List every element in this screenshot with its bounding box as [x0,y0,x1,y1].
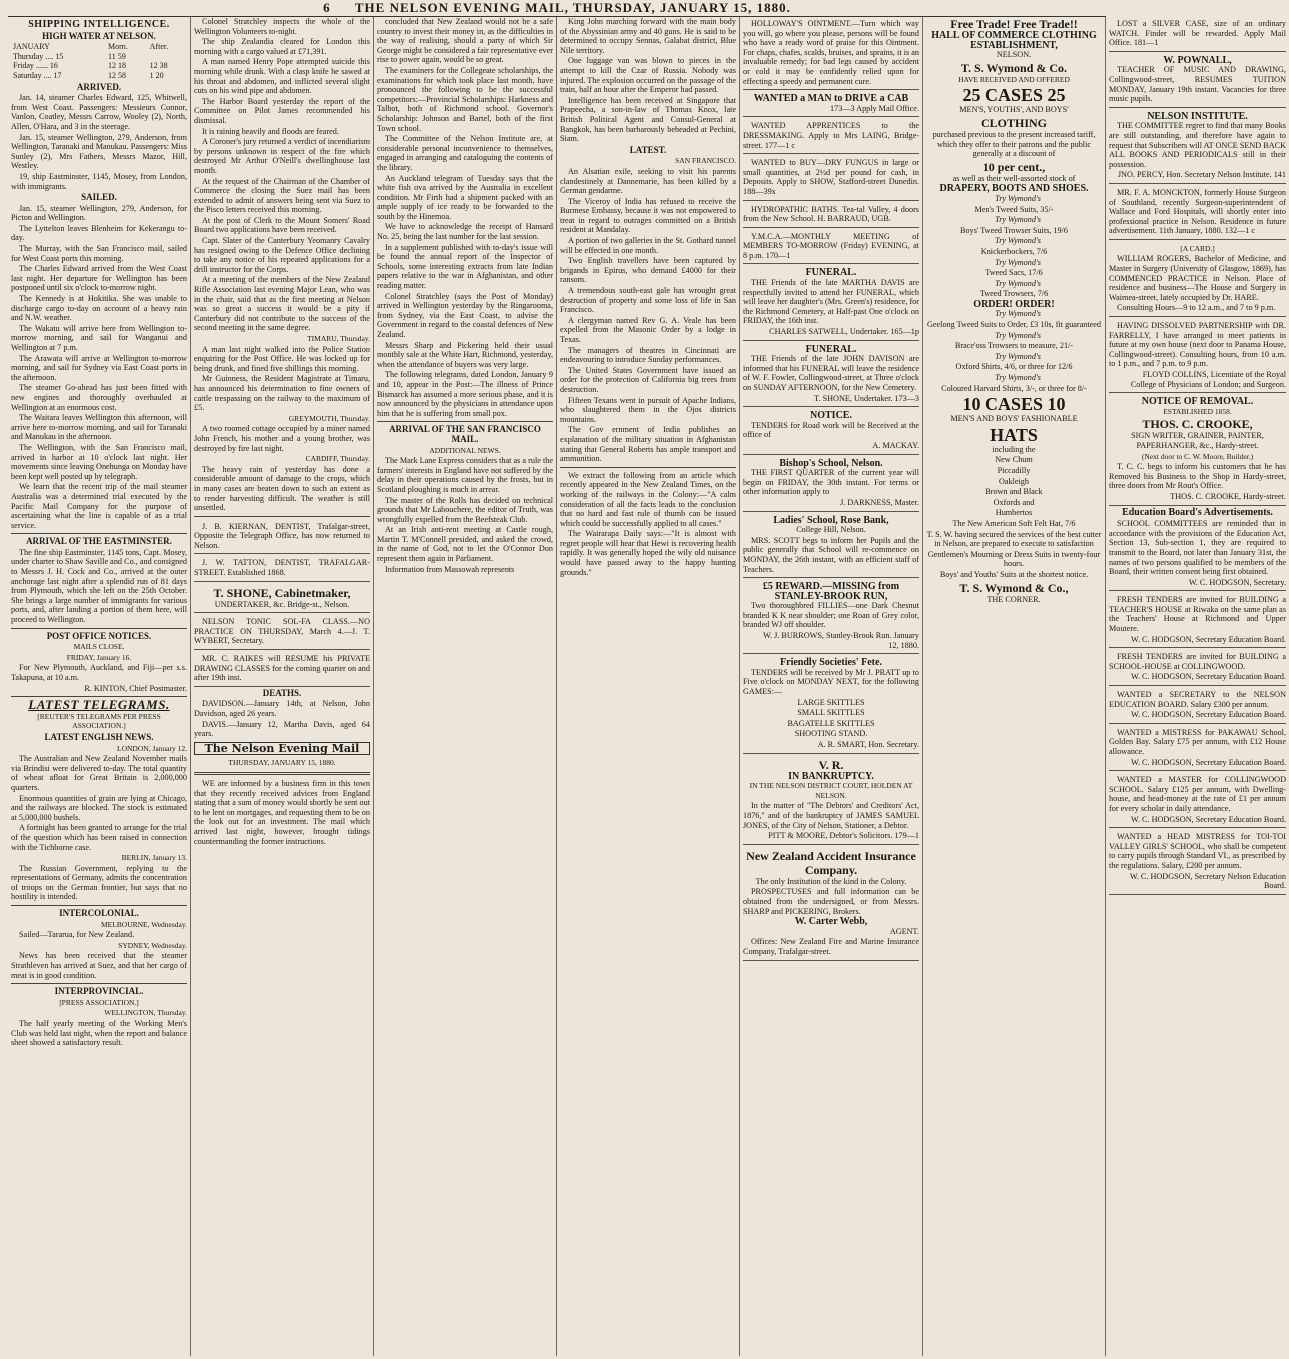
article-paragraph: The fine ship Eastminster, 1145 tons, Capt. Mosey, under charter to Shaw Saville and Co., and consigned to Messrs J. H. Cock and Co., arrived at the outer anchorage last night after a splendid run of 81 days from Plymouth, which she left on the 25th October. She brings a large number of immigrants for various ports, and, after landing a portion of them here, will proceed to Wellington. [11,547,187,625]
table-row: Saturday .... 17 12 58 1 20 [13,70,164,80]
article-paragraph: The Murray, with the San Francisco mail, sailed for West Coast ports this morning. [11,244,187,263]
divider [11,628,187,629]
article-paragraph: The Kennedy is at Hokitika. She was unable to discharge cargo to-day on account of a heavy rain and N.W. weather. [11,294,187,323]
holloway-ad: HOLLOWAY'S OINTMENT.—Turn which way you will, go where you please, persons will be found who have a ready word of praise for this Ointment. For chaps, chafes, scalds, bruises, and sprains, it is an invaluable remedy; for bad legs caused by accident or cold it may be confidently relied upon for effecting a speedy and permanent cure. [743,17,919,90]
arrival-heading: ARRIVAL OF THE EASTMINSTER. [26,536,172,547]
article-paragraph: In a supplement published with to-day's issue will be found the annual report of the Inspector of Schools, some interesting extracts from late Indian papers relative to the war in Afghanistan, and other reading matter. [377,242,553,291]
funeral-notice: FUNERAL. THE Friends of the late MARTHA DAVIS are respectfully invited to attend her FUNERAL, which will leave her daughter's (Mrs. Green's) residence, for the Richmond Cemetery, at Half-past One o'clock on FRIDAY, the 16th inst. CHARLES SATWELL, Undertaker. 165—1p [743,266,919,340]
surgeon-ad: MR. F. A. MONCKTON, formerly House Surgeon of Southland, recently Surgeon-superintendent of Wallace and Ford Hospitals, will shortly enter into professional practice in Nelson. Residence in future advertisement. 11th January, 1880. 132—1 c [1109,186,1286,240]
article-paragraph: The Lyttelton leaves Blenheim for Kekerangu to-day. [11,223,187,243]
shipping-heading: SHIPPING INTELLIGENCE. [28,19,170,30]
column-6: Free Trade! Free Trade!! HALL OF COMMERCE CLOTHING ESTABLISHMENT, NELSON. T. S. Wymond & Co. HAVE RECEIVED AND OFFERED 25 CASES 25 MEN'S, YOUTHS', AND BOYS' CLOTHING purchased previous to the present increased tariff, which they offer to their patrons and the public generally at a discount of 10 per cent., as well as their well-assorted stock of DRAPERY, BOOTS AND SHOES. Try Wymond's Men's Tweed Suits, 35/- Try Wymond's Boys' Tweed Trowser Suits, 19/6 Try Wymond's Knickerbockers, 7/6 Try Wymond's Tweed Sacs, 17/6 Try Wymond's Tweed Trowsers, 7/6 ORDER! ORDER! Try Wymond's Geelong Tweed Suits to Order, £3 10s, fit guaranteed Try Wymond's Brace'oss Trowsers to measure, 21/- Try Wymond's Oxford Shirts, 4/6, or three for 12/6 Try Wymond's Coloured Harvard Shirts, 3/-, or three for 8/- 10 CASES 10 MEN'S AND BOYS' FASHIONABLE HATS including the New Chum Piccadilly Oakleigh Brown and Black Oxfords and Humbertos The New American Soft Felt Hat, 7/6 T. S. W. having secured the services of the best cutter in Nelson, are prepared to execute to satisfaction Gentlemen's Mourning or Dress Suits in twenty-four hours. Boys' and Youths' Suits at the shortest notice. T. S. Wymond & Co., THE CORNER. [923,17,1106,1356]
article-paragraph: A man last night walked into the Police Station enquiring for the Post Office. He was locked up for being drunk, and fined five shillings this morning. [194,344,370,373]
article-paragraph: Enormous quantities of grain are lying at Chicago, and the railways are blocked. The stock is estimated at 5,000,000 bushels. [11,793,187,822]
article-paragraph: It is raining heavily and floods are feared. [202,126,339,136]
editorial-paragraph: WE are informed by a business firm in this town that they recently received advices from England stating that a sum of money would shortly be sent out to be lent on mortgages, and requesting them to be on the look out for an investment. The mail which arrived last night, however, brought tidings countermanding the former instructions. [194,778,370,846]
article-paragraph: King John marching forward with the main body of the Abyssinian army and 40 guns. He is said to be determined to occupy Sennas, Galabat district, Blue Nile territory. [560,17,736,55]
post-office-heading: POST OFFICE NOTICES. [46,630,152,641]
education-notice: WANTED a MASTER for COLLINGWOOD SCHOOL. Salary £125 per annum, with Dwelling-house, and head-money at the rate of £1 per annum for every scholar in daily attendance. W. C. HODGSON, Secretary Education Board. [1109,773,1286,828]
bankruptcy-notice: V. R. IN BANKRUPTCY. IN THE NELSON DISTRICT COURT, HOLDEN AT NELSON. In the matter of "The Debtors' and Creditors' Act, 1876," and of the bankruptcy of JAMES SAMUEL JONES, of the City of Nelson, Stationer, a Debtor. PITT & MOORE, Debtor's Solicitors. 179—1 [743,756,919,845]
education-notice: WANTED a HEAD MISTRESS for TOI-TOI VALLEY GIRLS' SCHOOL, who shall be competent to carry pupils through Standard VI., as prescribed by the regulations. Salary, £200 per annum. W. C. HODGSON, Secretary Nelson Education Board. [1109,830,1286,895]
column-5 [740,17,923,1356]
article-paragraph: A two roomed cottage occupied by a miner named John French, his mother and a young brother, was destroyed by fire last night. [194,424,370,453]
education-notice: WANTED a MISTRESS for PAKAWAU School, Golden Bay. Salary £75 per annum, with £12 House allowance. W. C. HODGSON, Secretary Education Board. [1109,726,1286,771]
article-paragraph: An Auckland telegram of Tuesday says that the white fish ova arrived by the Australia in excellent condition. Mr Firth had a shipment packed with an ample supply of ice ready to be forwarded to the south by the Hinemoa. [377,173,553,221]
tender-notice: NOTICE. TENDERS for Road work will be Received at the office of A. MACKAY. [743,409,919,454]
dentist-ad: J. W. TATTON, DENTIST, TRAFALGAR-STREET. Established 1868. [194,556,370,581]
death-notice: DAVIDSON.—January 14th, at Nelson, John Davidson, aged 26 years. [194,699,370,718]
masthead [8,0,1106,17]
dentist-ad: J. B. KIERNAN, DENTIST, Trafalgar-street, Opposite the Telegraph Office, has now returned to Nelson. [194,520,370,555]
article-paragraph: Colonel Stratchley (says the Post of Monday) arrived in Wellington yesterday by the Ringarooma, from Sydney, via the East Coast, to advise the Government in regard to the coastal defences of New Zealand. [377,291,553,339]
drawing-class-ad: MR. C. RAIKES will RESUME his PRIVATE DRAWING CLASSES for the coming quarter on and after 19th inst. [194,652,370,687]
doctor-card-ad: [A CARD.] WILLIAM ROGERS, Bachelor of Medicine, and Master in Surgery (University of Glasgow, 1869), has COMMENCED PRACTICE in Nelson. Place of residence and business—The House and Surgery in Waimea-street, lately occupied by Dr. HARE. Consulting Hours—9 to 12 a.m., and 7 to 9 p.m. [1109,242,1286,317]
article-paragraph: News has been received that the steamer Strathleven has arrived at Suez, and that her cargo of meat is in good condition. [11,951,187,980]
page-number: 6 [323,0,331,15]
column-3: concluded that New Zealand would not be a safe country to invest their money in, as the difficulties in the way of realising, should a party of which Sir George might be considered a fair representative ever rise to power again, would be so great. The examiners for the Collegeate scholarships, the examinations for which took place last month, have pronounced the following to be the successful competitors:—Provincial Scholarships: Harkness and Talbot, both of Richmond school. Governor's Scholarship: Johnson and Bartel, both of the first Town school. The Committee of the Nelson Institute are, at considerable personal inconvenience to themselves, engaged in arranging and cataloguing the contents of the library. An Auckland telegram of Tuesday says that the white fish ova arrived by the Australia in excellent condition. Mr Firth had a shipment packed with an ample supply of ice ready to be forwarded to the south by the Hinemoa. We have to acknowledge the receipt of Hansard No. 25, being the last number for the last session. In a supplement published with to-day's issue will be found the annual report of the Inspector of Schools, some interesting extracts from late Indian papers relative to the war in Afghanistan, and other reading matter. Colonel Stratchley (says the Post of Monday) arrived in Wellington yesterday by the Ringarooma, from Sydney, via the East Coast, to advise the Government in regard to the coastal defences of New Zealand. Messrs Sharp and Pickering held their usual monthly sale at the White Hart, Richmond, yesterday, when the attendance of buyers was very large. The following telegrams, dated London, January 9 and 10, appear in the Post:—The illness of Prince Bismarck has assumed a more serious phase, and it is now announced by the physicians in attendance upon him that he is suffering from small pox. ARRIVAL OF THE SAN FRANCISCO MAIL. ADDITIONAL NEWS. The Mark Lane Express considers that as a rule the farmers' interests in England have not suffered by the delay in their operations caused by the frosts, but in Scotland ploughing is much in arrear. The master of the Rolls has decided on technical grounds that Mr Labouchere, the editor of Truth, was wrongfully expelled from the Beefsteak Club. At an Irish anti-rent meeting at Castle rough, Martin T. M'Connell presided, and asked the crowd, in the name of God, not to let the O'Connor Don represent them again in Parliament. Information from Massowah represents [374,17,557,1356]
page-title: THE NELSON EVENING MAIL, THURSDAY, JANUARY 15, 1880. [354,0,791,15]
latest-heading: LATEST. [629,144,667,155]
divider [11,983,187,984]
article-paragraph: Intelligence has been received at Singapore that Prapeecha, a son-in-law of Thomas Knox, late British Political Agent and Consul-General at Bangkok, has been barbarously beheaded at Pechini, Siam. [560,95,736,144]
article-paragraph: The Russian Government, replying to the representations of Germany, admits the concentration of troops on the German frontier, but says that no hostility is intended. [11,863,187,902]
firm-name: T. S. Wymond & Co. [960,60,1068,75]
article-paragraph: The Wairarapa Daily says:—"It is almost with regret people will hear that Hewi is recovering health rapidly. It was generally hoped the wily old nuisance would have passed away to the happy hunting grounds." [560,529,736,577]
education-notice: FRESH TENDERS are invited for BUILDING a TEACHER'S HOUSE at Riwaka on the same plan as the Teachers' House at Richmond and Upper Moutere. W. C. HODGSON, Secretary Education Board. [1109,593,1286,648]
death-notice: DAVIS.—January 12, Martha Davis, aged 64 years. [194,719,370,739]
article-paragraph: The half yearly meeting of the Working Men's Club was held last night, when the report and balance sheet showed a satisfactory result. [11,1019,187,1048]
divider [194,516,370,517]
cabinetmaker-ad: T. SHONE, Cabinetmaker, UNDERTAKER, &c. Bridge-st., Nelson. [194,584,370,614]
baths-ad: HYDROPATHIC BATHS. Tea-tal Valley, 4 doors from the New School. H. BARRAUD, UGB. [743,203,919,228]
article-paragraph: The steamer Go-ahead has just been fitted with new engines and thoroughly overhauled at Wellington at an enormous cost. [11,383,187,412]
article-paragraph: The Committee of the Nelson Institute are, at considerable personal inconvenience to themselves, engaged in arranging and cataloguing the contents of the library. [377,134,553,172]
article-paragraph: The heavy rain of yesterday has done a considerable amount of damage to the crops, which in many cases are beaten down to such an extent as to render harvesting difficult. The weather is still unsettled. [194,464,370,513]
column-4: King John marching forward with the main body of the Abyssinian army and 40 guns. He is said to be determined to occupy Sennas, Galabat district, Blue Nile territory. One luggage van was blown to pieces in the attempt to kill the Czar of Russia. Nobody was injured. The explosion occurred on the passage of the train, half an hour after the Emperor had passed. Intelligence has been received at Singapore that Prapeecha, a son-in-law of Thomas Knox, late British Political Agent and Consul-General at Bangkok, has been barbarously beheaded at Pechini, Siam. LATEST. SAN FRANCISCO. An Alsatian exile, seeking to visit his parents clandestinely at Dannemarie, has been killed by a German gendarme. The Viceroy of India has refused to receive the Burmese Embassy, because it was not empowered to treat in regard to outrages committed on a British resident at Mandalay. A portion of two galleries in the St. Gothard tunnel will be effected in one month. Two English travellers have been captured by brigands in Epirus, who demand £4000 for their ransom. A tremendous south-east gale has wrought great destruction of property and some loss of life in San Francisco. A clergyman named Rev G. A. Veale has been expelled from the Masonic Order by a lodge in Texas. The managers of theatres in Cincinnati are endeavouring to introduce Sunday performances. The United States Government have issued an order for the protection of California big trees from destruction. Fifteen Texans went in pursuit of Apache Indians, who slaughtered them in the Ojos districts mountains. The Gov ernment of India publishes an explanation of the military situation in Afghanistan stating that General Roberts has ample transport and ammunition. We extract the following from an article which recently appeared in the New Zealand Times, on the working of the railways in the Colony:—"A calm consideration of all the facts leads to the conclusion that no hard and fast rule of thumb can be issued which could be successfully applied to all cases." The Wairarapa Daily says:—"It is almost with regret people will hear that Hewi is recovering health rapidly. It was generally hoped the wily old nuisance would have passed away to the happy hunting grounds." [557,17,740,1356]
article-paragraph: At an Irish anti-rent meeting at Castle rough, Martin T. M'Connell presided, and asked the crowd, in the name of God, not to let the O'Connor Don represent them again in Parliament. [377,525,553,564]
article-paragraph: Sailed—Tararua, for New Zealand. [19,930,135,940]
education-notice: SCHOOL COMMITTEES are reminded that in accordance with the provisions of the Education Act, Section 13, Sub-section 1, they are required to transmit to the Board, not later than January 31st, the names of two persons qualified to be members of the Board, their written consent being first obtained. W. C. HODGSON, Secretary. [1109,517,1286,591]
article-paragraph: The Mark Lane Express considers that as a rule the farmers' interests in England have not suffered by the delay in their operations caused by the frosts, but in Scotland ploughing is much in arrear. [377,456,553,494]
table-row: Thursday .... 15 11 59 [13,51,126,61]
ladies-school-ad: Ladies' School, Rose Bank, College Hill, Nelson. MRS. SCOTT begs to inform her Pupils and the public generally that School will re-commence on MONDAY, the 26th instant, with an efficient staff of Teachers. [743,514,919,579]
insurance-ad: New Zealand Accident Insurance Company. The only Institution of the kind in the Colony. PROSPECTUSES and full information can be obtained from the undersigned, or from Messrs. SHARP and PICKERING, Brokers. W. Carter Webb, AGENT. Offices: New Zealand Fire and Marine Insurance Company, Trafalgar-street. [743,847,919,961]
divider [11,533,187,534]
education-notice: WANTED a SECRETARY to the NELSON EDUCATION BOARD. Salary £300 per annum. W. C. HODGSON, Secretary Education Board. [1109,688,1286,724]
free-trade-heading: Free Trade! Free Trade!! [950,17,1078,31]
tide-table: JANUARY Morn. After. Thursday .... 15 11 59 Friday ...... 16 12 18 12 38 Saturday .... 17 12 58 1 20 [11,42,187,80]
article-paragraph: The master of the Rolls has decided on technical grounds that Mr Labouchere, the editor of Truth, was wrongfully expelled from the Beefsteak Club. [377,495,553,524]
removal-ad: NOTICE OF REMOVAL. ESTABLISHED 1858. THOS. C. CROOKE, SIGN WRITER, GRAINER, PAINTER, PAPERHANGER, &c., Hardy-street. (Next door to C. W. Moore, Builder.) T. C. C. begs to inform his customers that he has Removed his Business to the Shop in Hardy-street, three doors from Mr Rout's Office. THOS. C. CROOKE, Hardy-street. [1109,395,1286,505]
article-paragraph: We extract the following from an article which recently appeared in the New Zealand Times, on the working of the railways in the Colony:—"A calm consideration of all the facts leads to the conclusion that no hard and fast rule of thumb can be issued which could be successfully applied to all cases." [560,470,736,528]
sailed-heading: SAILED. [81,192,117,203]
article-paragraph: The Wellington, with the San Francisco mail, arrived in harbor at 10 o'clock last night. Her movements since leaving Onehunga on Monday have been kept well posted up by telegraph. [11,442,187,481]
arrived-heading: ARRIVED. [76,81,122,92]
divider [560,467,736,468]
intercolonial-heading: INTERCOLONIAL. [59,908,139,919]
article-paragraph: The Australian and New Zealand November mails via Brindisi were delivered to-day. The total quantity of wheat afloat for Great Britain is 2,000,000 quarters. [11,754,187,792]
article-paragraph: The Arawata will arrive at Wellington to-morrow morning, and sail for Sydney via East Coast ports in the afternoon. [11,353,187,382]
article-paragraph: A tremendous south-east gale has wrought great destruction of property and some loss of life in San Francisco. [560,286,736,315]
article-paragraph: The Wakatu will arrive here from Wellington to-morrow morning, and sail for Wanganui and Wellington at 7 p.m. [11,323,187,352]
deaths-heading: DEATHS. [262,687,302,698]
article-paragraph: We learn that the recent trip of the mail steamer Australia was a determined trial executed by the Pacific Mail Company for the purpose of ascertaining what the line is capable of as a trial service. [11,482,187,530]
column-7 [1106,17,1289,1356]
fungus-ad: WANTED to BUY—DRY FUNGUS in large or small quantities, at 2½d per pound for cash, in Deposits. Apply to SHOW, Stafford-street Dunedin. 188—39x [743,156,919,200]
class-notice: NELSON TONIC SOL-FA CLASS.—NO PRACTICE ON THURSDAY, March 4.—J. T. WYBERT, Secretary. [194,615,370,650]
article-paragraph: At a meeting of the members of the New Zealand Rifle Association last evening Major Lean, who was in the chair, said that as the first meeting at Nelson was so great a success it would be a pity if Canterbury did not contribute to the success of the second meeting in the same degree. [194,275,370,333]
music-teacher-ad: W. POWNALL, TEACHER OF MUSIC AND DRAWING, Collingwood-street, RESUMES TUITION MONDAY, January 19th instant. Vacancies for three music pupils. [1109,54,1286,108]
funeral-notice: FUNERAL. THE Friends of the late JOHN DAVISON are informed that his FUNERAL will leave the residence of W. F. Fowler, Collingwood-street, at Three o'clock on SUNDAY AFTERNOON, for the New Cemetery. T. SHONE, Undertaker. 173—3 [743,343,919,408]
partnership-ad: HAVING DISSOLVED PARTNERSHIP with DR. FARRELLY, I have arranged to meet patients in future at my own house (next door to Panama House, Collingwood-street). Consulting hours, from 10 a.m. to 1 p.m., and 7 p.m. to 9 p.m. FLOYD COLLINS, Licentiate of the Royal College of Physicians of London; and Surgeon. [1109,319,1286,393]
article-paragraph: Mr Guinness, the Resident Magistrate at Timaru, has announced his determination to fine owners of cattle trespassing on the railway to the maximum of £5. [194,374,370,413]
article-paragraph: Information from Massowah represents [385,564,515,574]
article-paragraph: The ship Zealandia cleared for London this morning with a cargo valued at £71,391. [194,37,370,56]
interprovincial-heading: INTERPROVINCIAL. [54,986,144,997]
divider [377,421,553,422]
article-paragraph: At the post of Clerk to the Mount Somers' Road Board two applications have been received. [194,215,370,235]
article-paragraph: One luggage van was blown to pieces in the attempt to kill the Czar of Russia. Nobody was injured. The explosion occurred on the passage of the train, half an hour after the Emperor had passed. [560,56,736,95]
article-paragraph: Colonel Stratchley inspects the whole of the Wellington Volunteers to-night. [194,17,370,36]
paper-nameplate: The Nelson Evening Mail [194,742,370,756]
article-paragraph: A fortnight has been granted to arrange for the trial of the question which has been raised in connection with the Tichborne case. [11,823,187,852]
article-paragraph: For New Plymouth, Auckland, and Fiji—per s.s. Takapuna, at 10 a.m. [11,663,187,682]
article-paragraph: The following telegrams, dated London, January 9 and 10, appear in the Post:—The illness of Prince Bismarck has assumed a more serious phase, and it is now announced by the physicians in attendance upon him that he is suffering from small pox. [377,370,553,418]
article-paragraph: concluded that New Zealand would not be a safe country to invest their money in, as the difficulties in the way of realising, should a party of which Sir George might be considered a fair representative ever rise to power again, would be so great. [377,17,553,65]
lost-ad: LOST a SILVER CASE, size of an ordinary WATCH. Finder will be rewarded. Apply Mail Office. 181—1 [1109,17,1286,52]
article-paragraph: Two English travellers have been captured by brigands in Epirus, who demand £4000 for their ransom. [560,256,736,285]
article-paragraph: A clergyman named Rev G. A. Veale has been expelled from the Masonic Order by a lodge in Texas. [560,315,736,344]
column-1: SHIPPING INTELLIGENCE. HIGH WATER AT NELSON. JANUARY Morn. After. Thursday .... 15 11 59 Friday ...... 16 12 18 12 38 Saturday .... 17 12 58 1 20 ARRIVED. Jan. 14, steamer Charles Edward, 125, Whitwell, from West Coast. Passengers: Messieurs Connor, Vanlon, Coatley, Messrs Carrow, Wooley (2), North, Allen, O'Hara, and 3 in the steerage. Jan. 15, steamer Wellington, 279, Anderson, from Wellington, Taranaki and Manukau. Passengers: Miss Sunley (2), Mrs Fathers, Messrs Mazor, Hill, Westley. 19, ship Eastminster, 1145, Mosey, from London, with immigrants. SAILED. Jan. 15, steamer Wellington, 279, Anderson, for Picton and Wellington. The Lyttelton leaves Blenheim for Kekerangu to-day. The Murray, with the San Francisco mail, sailed for West Coast ports this morning. The Charles Edward arrived from the West Coast last night. Her departure for Wellington has been postponed until six o'clock to-morrow night. The Kennedy is at Hokitika. She was unable to discharge cargo to-day on account of a heavy rain and N.W. weather. The Wakatu will arrive here from Wellington to-morrow morning, and sail for Wanganui and Wellington at 7 p.m. The Arawata will arrive at Wellington to-morrow morning, and sail for Sydney via East Coast ports in the afternoon. The steamer Go-ahead has just been fitted with new engines and thoroughly overhauled at Wellington at an enormous cost. The Waitara leaves Wellington this afternoon, will arrive here to-morrow morning, and sail for Taranaki and Manukau in the afternoon. The Wellington, with the San Francisco mail, arrived in harbor at 10 o'clock last night. Her movements since leaving Onehunga on Monday have been kept well posted up by telegraph. We learn that the recent trip of the mail steamer Australia was a determined trial executed by the Pacific Mail Company for the purpose of ascertaining what the line is capable of as a trial service. ARRIVAL OF THE EASTMINSTER. The fine ship Eastminster, 1145 tons, Capt. Mosey, under charter to Shaw Saville and Co., and consigned to Messrs J. H. Cock and Co., arrived at the outer anchorage last night after a splendid run of 81 days from Plymouth, which she left on the 25th October. She brings a large number of immigrants for various ports, and, after landing a portion of them here, will proceed to Wellington. POST OFFICE NOTICES. MAILS CLOSE. FRIDAY, January 16. For New Plymouth, Auckland, and Fiji—per s.s. Takapuna, at 10 a.m. R. KINTON, Chief Postmaster. LATEST TELEGRAMS. [REUTER'S TELEGRAMS PER PRESS ASSOCIATION.] LATEST ENGLISH NEWS. LONDON, January 12. The Australian and New Zealand November mails via Brindisi were delivered to-day. The total quantity of wheat afloat for Great Britain is 2,000,000 quarters. Enormous quantities of grain are lying at Chicago, and the railways are blocked. The stock is estimated at 5,000,000 bushels. A fortnight has been granted to arrange for the trial of the question which has been raised in connection with the Tichborne case. BERLIN, January 13. The Russian Government, replying to the representations of Germany, admits the concentration of troops on the German frontier, but says that no hostility is intended. INTERCOLONIAL. MELBOURNE, Wednesday. Sailed—Tararua, for New Zealand. SYDNEY, Wednesday. News has been received that the steamer Strathleven has arrived at Suez, and that her cargo of meat is in good condition. INTERPROVINCIAL. [PRESS ASSOCIATION.] WELLINGTON, Thursday. The half yearly meeting of the Working Men's Club was held last night, when the report and balance sheet showed a satisfactory result. [8,17,191,1356]
article-paragraph: Messrs Sharp and Pickering held their usual monthly sale at the White Hart, Richmond, yesterday, when the attendance of buyers was very large. [377,340,553,369]
ymca-ad: Y.M.C.A.—MONTHLY MEETING of MEMBERS TO-MORROW (Friday) EVENING, at 8 p.m. 170—1 [743,230,919,265]
article-paragraph: The Harbor Board yesterday the report of the Committee on Pilot James recommended his dismissal. [194,96,370,125]
english-news-heading: LATEST ENGLISH NEWS. [44,731,154,742]
article-paragraph: The Viceroy of India has refused to receive the Burmese Embassy, because it was not empowered to treat in regard to outrages committed on a British resident at Mandalay. [560,196,736,235]
table-row: Friday ...... 16 12 18 12 38 [13,61,168,71]
article-paragraph: The United States Government have issued an order for the protection of California big trees from destruction. [560,365,736,394]
article-paragraph: The managers of theatres in Cincinnati are endeavouring to introduce Sunday performances. [560,345,736,365]
article-paragraph: Jan. 15, steamer Wellington, 279, Anderson, for Picton and Wellington. [11,203,187,223]
article-paragraph: The Waitara leaves Wellington this afternoon, will arrive here to-morrow morning, and sail for Taranaki and Manukau in the afternoon. [11,413,187,442]
article-paragraph: Capt. Slater of the Canterbury Yeomanry Cavalry has resigned owing to the Defence Office declining to take any notice of his repeated applications for a drill instructor for the Corps. [194,236,370,274]
cab-driver-ad: WANTED a MAN to DRIVE a CAB 173—3 Apply Mail Office. [743,92,919,117]
paper-date: THURSDAY, JANUARY 15, 1880. [228,758,336,768]
article-paragraph: The Gov ernment of India publishes an explanation of the military situation in Afghanistan stating that General Roberts has ample transport and ammunition. [560,425,736,464]
article-paragraph: A man named Henry Pope attempted suicide this morning while drunk. With a clasp knife he sawed at his throat and abdomen, and inflicted several slight cuts on his wind pipe and abdomen. [194,57,370,96]
article-paragraph: The Charles Edward arrived from the West Coast last night. Her departure for Wellington has been postponed until six o'clock to-morrow night. [11,264,187,293]
bishop-school-ad: Bishop's School, Nelson. THE FIRST QUARTER of the current year will begin on FRIDAY, the 30th instant. For terms or other information apply to J. DARKNESS, Master. [743,457,919,512]
san-francisco-mail-heading: ARRIVAL OF THE SAN FRANCISCO MAIL. [389,424,541,444]
divider [194,772,370,775]
article-paragraph: Fifteen Texans went in pursuit of Apache Indians, who slaughtered them in the Ojos districts mountains. [560,395,736,424]
education-board-heading: Education Board's Advertisements. [1122,506,1273,518]
article-paragraph: A Coroner's jury returned a verdict of incendiarism by persons unknown in respect of the fire which destroyed Mr Arthur O'Neill's dwellinghouse last month. [194,137,370,175]
article-paragraph: The examiners for the Collegeate scholarships, the examinations for which took place last month, have pronounced the following to be the successful competitors:—Provincial Scholarships: Harkness and Talbot, both of Richmond school. Governor's Scholarship: Johnson and Bartel, both of the first Town school. [377,65,553,133]
article-paragraph: Jan. 15, steamer Wellington, 279, Anderson, from Wellington, Taranaki and Manukau. Passengers: Miss Sunley (2), Mrs Fathers, Messrs Mazor, Hill, Westley. [11,132,187,171]
article-paragraph: Jan. 14, steamer Charles Edward, 125, Whitwell, from West Coast. Passengers: Messieurs Connor, Vanlon, Coatley, Messrs Carrow, Wooley (2), North, Allen, O'Hara, and 3 in the steerage. [11,93,187,131]
divider [11,905,187,906]
apprentice-ad: WANTED APPRENTICES to the DRESSMAKING. Apply to Mrs LAING, Bridge-street. 177—1 c [743,119,919,154]
article-paragraph: At the request of the Chairman of the Chamber of Commerce the closing the Suez mail has been extended to admit of answers being sent via Suez to the Pisco letters received this morning. [194,176,370,215]
telegrams-heading: LATEST TELEGRAMS. [28,697,170,713]
article-paragraph: A portion of two galleries in the St. Gothard tunnel will be effected in one month. [560,236,736,255]
reward-ad: £5 REWARD.—MISSING from STANLEY-BROOK RUN, Two thoroughbred FILLIES—one Dark Chesnut branded K K near shoulder; one Roan of Grey color, branded WJ off shoulder. W. J. BURROWS, Stanley-Brook Run. January 12, 1880. [743,580,919,654]
article-paragraph: An Alsatian exile, seeking to visit his parents clandestinely at Dannemarie, has been killed by a German gendarme. [560,166,736,196]
institute-ad: NELSON INSTITUTE. THE COMMITTEE regret to find that many Books are still outstanding, and therefore have again to request that Subscribers will AT ONCE SEND BACK ALL BOOKS AND PERIODICALS still in their possession. JNO. PERCY, Hon. Secretary Nelson Institute. 141 [1109,110,1286,184]
column-2: Colonel Stratchley inspects the whole of the Wellington Volunteers to-night. The ship Zealandia cleared for London this morning with a cargo valued at £71,391. A man named Henry Pope attempted suicide this morning while drunk. With a clasp knife he sawed at his throat and abdomen, and inflicted several slight cuts on his wind pipe and abdomen. The Harbor Board yesterday the report of the Committee on Pilot James recommended his dismissal. It is raining heavily and floods are feared. A Coroner's jury returned a verdict of incendiarism by persons unknown in respect of the fire which destroyed Mr Arthur O'Neill's dwellinghouse last month. At the request of the Chairman of the Chamber of Commerce the closing the Suez mail has been extended to admit of answers being sent via Suez to the Pisco letters received this morning. At the post of Clerk to the Mount Somers' Road Board two applications have been received. Capt. Slater of the Canterbury Yeomanry Cavalry has resigned owing to the Defence Office declining to take any notice of his repeated applications for a drill instructor for the Corps. At a meeting of the members of the New Zealand Rifle Association last evening Major Lean, who was in the chair, said that as the first meeting at Nelson was so great a success it would be a pity if Canterbury did not contribute to the success of the second meeting in the same degree. TIMARU, Thursday. A man last night walked into the Police Station enquiring for the Post Office. He was locked up for being drunk, and fined five shillings this morning. Mr Guinness, the Resident Magistrate at Timaru, has announced his determination to fine owners of cattle trespassing on the railway to the maximum of £5. GREYMOUTH, Thursday. A two roomed cottage occupied by a miner named John French, his mother and a young brother, was destroyed by fire last night. CARDIFF, Thursday. The heavy rain of yesterday has done a considerable amount of damage to the crops, which in many cases are beaten down to such an extent as to render harvesting difficult. The weather is still unsettled. J. B. KIERNAN, DENTIST, Trafalgar-street, Opposite the Telegraph Office, has now returned to Nelson. J. W. TATTON, DENTIST, TRAFALGAR-STREET. Established 1868. T. SHONE, Cabinetmaker, UNDERTAKER, &c. Bridge-st., Nelson. NELSON TONIC SOL-FA CLASS.—NO PRACTICE ON THURSDAY, March 4.—J. T. WYBERT, Secretary. MR. C. RAIKES will RESUME his PRIVATE DRAWING CLASSES for the coming quarter on and after 19th inst. DEATHS. DAVIDSON.—January 14th, at Nelson, John Davidson, aged 26 years. DAVIS.—January 12, Martha Davis, aged 64 years. The Nelson Evening Mail THURSDAY, JANUARY 15, 1880. WE are informed by a business firm in this town that they recently received advices from England stating that a sum of money would shortly be sent out to be lent on mortgages, and requesting them to be on the look out for an investment. The mail which arrived last night, however, brought tidings countermanding the former instructions. [191,17,374,1356]
tide-heading: HIGH WATER AT NELSON. [42,30,156,41]
article-paragraph: 19, ship Eastminster, 1145, Mosey, from London, with immigrants. [11,171,187,191]
friendly-societies-ad: Friendly Societies' Fete. TENDERS will be received by Mr J. PRATT up to Five o'clock on MONDAY NEXT, for the following GAMES:— LARGE SKITTLES SMALL SKITTLES BAGATELLE SKITTLES SHOOTING STAND. A. R. SMART, Hon. Secretary. [743,656,919,753]
article-paragraph: We have to acknowledge the receipt of Hansard No. 25, being the last number for the last session. [377,222,553,242]
education-notice: FRESH TENDERS are invited for BUILDING a SCHOOL-HOUSE at COLLINGWOOD. W. C. HODGSON, Secretary Education Board. [1109,650,1286,686]
